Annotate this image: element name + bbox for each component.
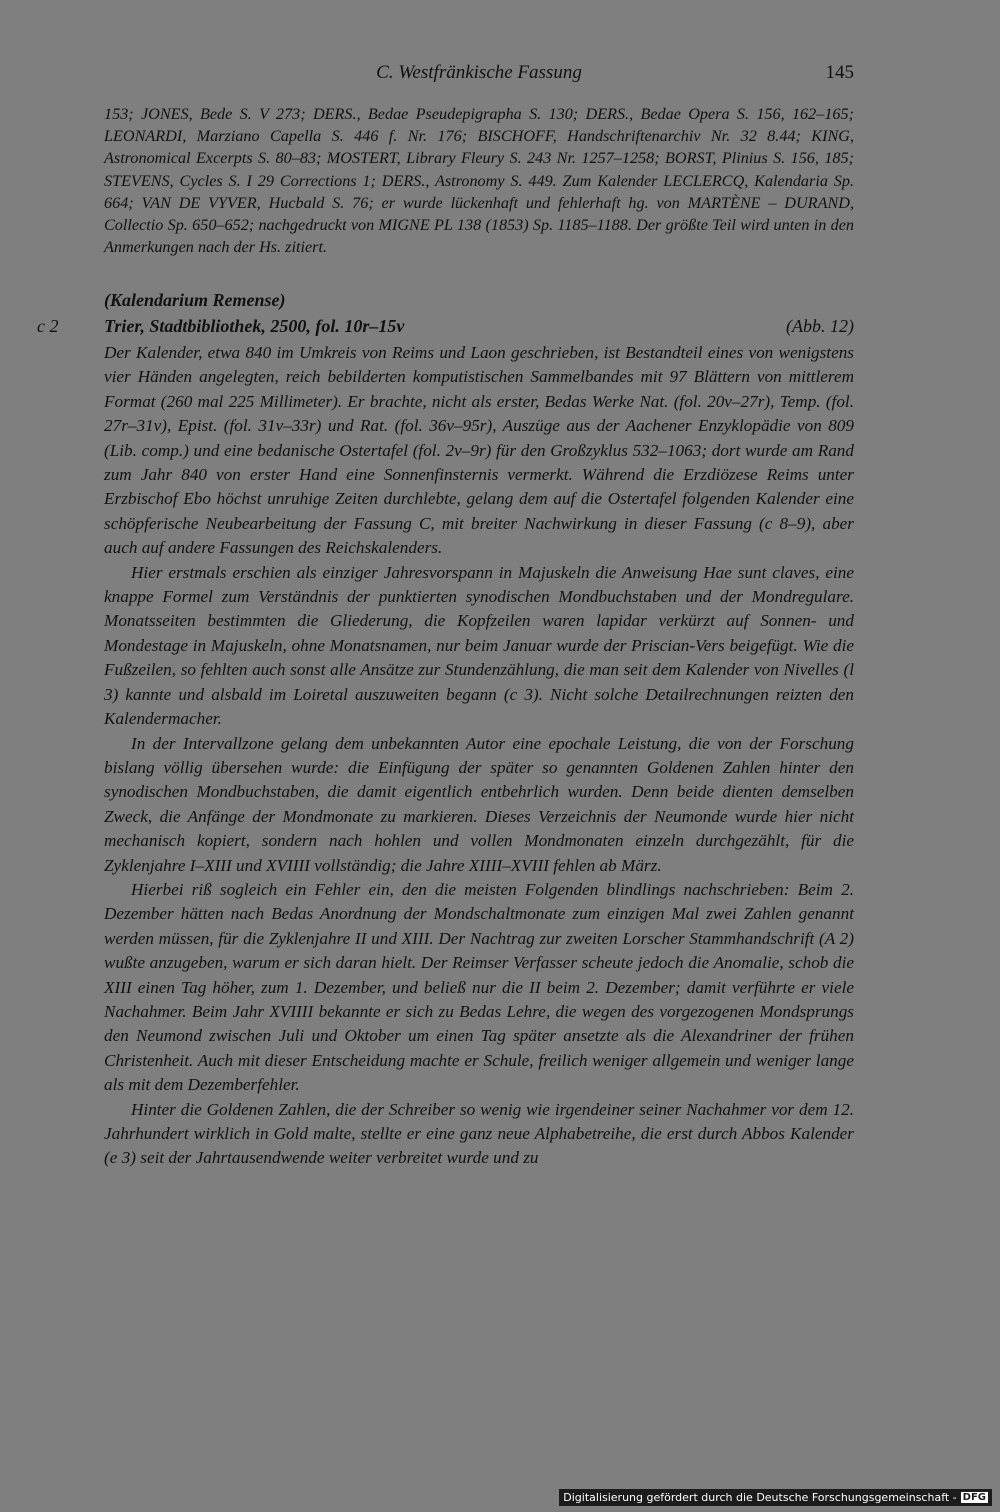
page-number: 145: [825, 62, 854, 83]
dfg-logo: DFG: [962, 1492, 986, 1503]
body-text: [104, 341, 854, 1171]
paragraph: Hinter die Goldenen Zahlen, die der Schreiber so wenig wie irgendeiner seiner Nachahmer vor dem 12. Jahrhundert wirklich in Gold malte, stellte er eine ganz neue Alphabetreihe, die erst durch Abbos Kalender (e 3) seit der Jahrtausendwende weiter verbreitet wurde und zu: [104, 1099, 854, 1168]
section-label: (Kalendarium Remense): [104, 290, 286, 310]
paragraph: Der Kalender, etwa 840 im Umkreis von Reims und Laon geschrieben, ist Bestandteil eines von wenigstens vier Händen angelegten, reich bebilderten komputistischen Sammelbandes mit 97 Blättern von mittlerem Format (260 mal 225 Millimeter). Er brachte, nicht als erster, Bedas Werke Nat. (fol. 20v–27r), Temp. (fol. 27r–31v), Epist. (fol. 31v–33r) und Rat. (fol. 36v–95r), Auszüge aus der Aachener Enzyklopädie von 809 (Lib. comp.) und eine bedanische Ostertafel (fol. 2v–9r) für den Großzyklus 532–1063; dort wurde am Rand zum Jahr 840 von erster Hand eine Sonnenfinsternis vermerkt. Während die Erzdiözese Reims unter Erzbischof Ebo höchst unruhige Zeiten durchlebte, gelang dem auf die Ostertafel folgenden Kalender eine schöpferische Neubearbeitung der Fassung C, mit breiter Nachwirkung in dieser Fassung (c 8–9), aber auch auf andere Fassungen des Reichskalenders.: [104, 343, 854, 558]
paragraph: Hier erstmals erschien als einziger Jahresvorspann in Majuskeln die Anweisung Hae sunt claves, eine knappe Formel zum Verständnis der punktierten synodischen Mondbuchstaben und der Mondregulare. Monatsseiten bestimmten die Gliederung, die Kopfzeilen waren lapidar verkürzt auf Sonnen- und Mondestage in Majuskeln, ohne Monatsnamen, nur beim Januar wurde der Priscian-Vers beigefügt. Wie die Fußzeilen, so fehlten auch sonst alle Ansätze zur Stundenzählung, die man seit dem Kalender von Nivelles (l 3) kannte und alsbald im Loiretal auszuweiten begann (c 3). Nicht solche Detailrechnungen reizten den Kalendermacher.: [104, 562, 854, 729]
shelfmark: Trier, Stadtbibliothek, 2500, fol. 10r–15v: [104, 316, 405, 336]
credit-text: Digitalisierung gefördert durch die Deutsche Forschungsgemeinschaft -: [563, 1491, 957, 1504]
page-header: [104, 60, 854, 88]
paragraph: In der Intervallzone gelang dem unbekannten Autor eine epochale Leistung, die von der Forschung bislang völlig übersehen wurde: die Einfügung der später so genannten Goldenen Zahlen hinter den synodischen Mondbuchstaben, die damit eigentlich entbehrlich wurden. Denn beide dienten demselben Zweck, die Anfänge der Mondmonate zu markieren. Dieses Verzeichnis der Neumonde wurde hier nicht mechanisch kopiert, sondern nach hohlen und vollen Mondmonaten einzeln durchgezählt, für die Zyklenjahre I–XIII und XVIIII vollständig; die Jahre XIIII–XVIII fehlen ab März.: [104, 733, 854, 875]
siglum: c 2: [37, 316, 59, 336]
running-title: C. Westfränkische Fassung: [376, 62, 582, 83]
manuscript-entry: [37, 316, 854, 342]
digitization-credit: [559, 1489, 992, 1506]
figure-reference: (Abb. 12): [786, 316, 854, 336]
paragraph: Hierbei riß sogleich ein Fehler ein, den die meisten Folgenden blindlings nachschrieben: Beim 2. Dezember hätten nach Bedas Anordnung der Mondschaltmonate zum einzigen Mal zwei Zahlen genannt werden müssen, für die Zyklenjahre II und XIII. Der Nachtrag zur zweiten Lorscher Stammhandschrift (A 2) wußte anzugeben, warum er sich daran hielt. Der Reimser Verfasser scheute jedoch die Anomalie, schob die XIII einen Tag höher, zum 1. Dezember, und beließ nur die II beim 2. Dezember; damit verführte er viele Nachahmer. Beim Jahr XVIIII bekannte er sich zu Bedas Lehre, die wegen des vorgezogenen Mondsprungs den Neumond zwischen Juli und Oktober um einen Tag später ansetzte als die Alexandriner der frühen Christenheit. Auch mit dieser Entscheidung machte er Schule, freilich weniger allgemein und weniger lange als mit dem Dezemberfehler.: [104, 879, 854, 1095]
bibliography-notes: 153; JONES, Bede S. V 273; DERS., Bedae Pseudepigrapha S. 130; DERS., Bedae Opera S. 156, 162–165; LEONARDI, Marziano Capella S. 446 f. Nr. 176; BISCHOFF, Handschriftenarchiv Nr. 32 8.44; KING, Astronomical Excerpts S. 80–83; MOSTERT, Library Fleury S. 243 Nr. 1257–1258; BORST, Plinius S. 156, 185; STEVENS, Cycles S. I 29 Corrections 1; DERS., Astronomy S. 449. Zum Kalender LECLERCQ, Kalendaria Sp. 664; VAN DE VYVER, Hucbald S. 76; er wurde lückenhaft und fehlerhaft hg. von MARTÈNE – DURAND, Collectio Sp. 650–652; nachgedruckt von MIGNE PL 138 (1853) Sp. 1185–1188. Der größte Teil wird unten in den Anmerkungen nach der Hs. zitiert.: [104, 105, 854, 257]
